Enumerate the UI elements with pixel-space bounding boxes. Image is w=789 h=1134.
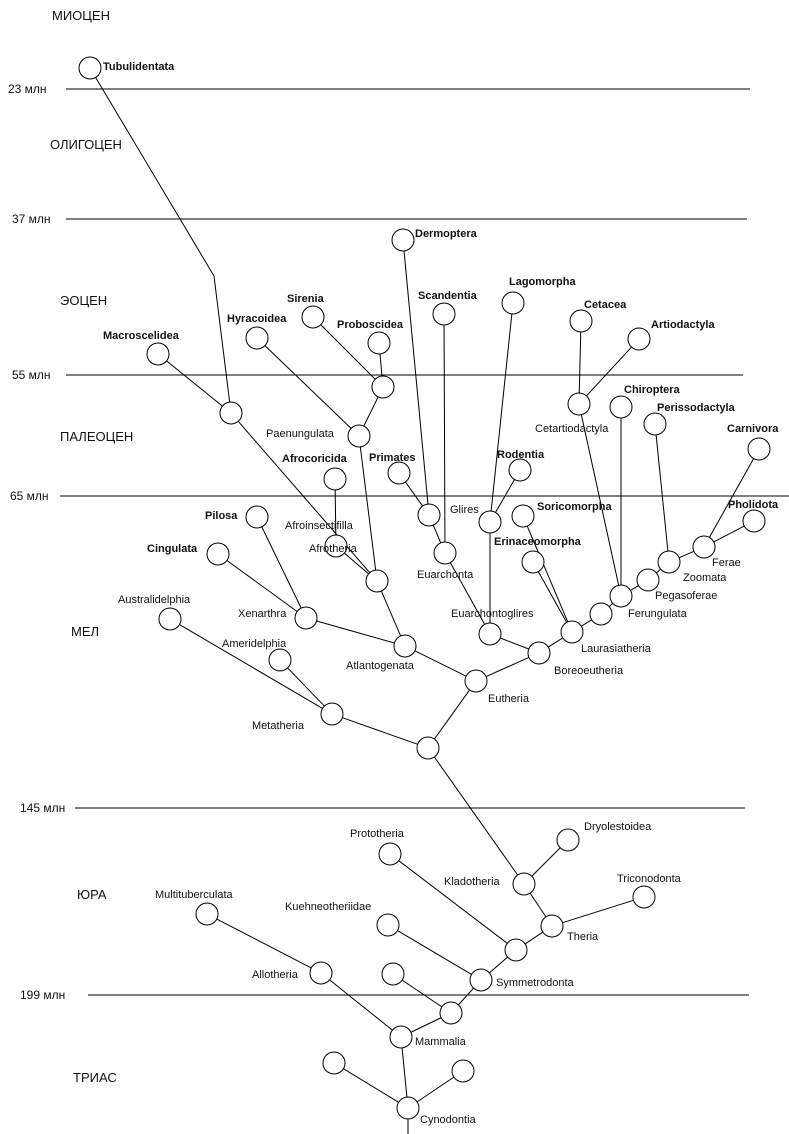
branch-macroscelidea-to-afro-clade bbox=[167, 361, 223, 406]
node-allotheria bbox=[310, 962, 332, 984]
node-hyracoidea bbox=[246, 327, 268, 349]
time-mark-label: 55 млн bbox=[12, 368, 51, 382]
taxon-label-pilosa: Pilosa bbox=[205, 510, 238, 522]
node-dermoptera bbox=[392, 229, 414, 251]
taxon-label-metatheria: Metatheria bbox=[252, 720, 304, 732]
taxon-label-kladotheria: Kladotheria bbox=[444, 876, 500, 888]
taxon-label-glires: Glires bbox=[450, 504, 479, 516]
taxon-label-kuehneotheriidae: Kuehneotheriidae bbox=[285, 901, 372, 913]
node-euarchonta bbox=[434, 542, 456, 564]
node-metatheria bbox=[321, 703, 343, 725]
node-proboscidea bbox=[368, 332, 390, 354]
node-artiodactyla bbox=[628, 328, 650, 350]
branch-perissodactyla-to-zoomata bbox=[656, 435, 668, 551]
branch-holotheria-to-mammalia bbox=[411, 1018, 441, 1032]
taxon-label-erinaceomorpha: Erinaceomorpha bbox=[494, 536, 581, 548]
taxon-label-mammalia: Mammalia bbox=[415, 1036, 466, 1048]
node-holotheria bbox=[440, 1002, 462, 1024]
branch-cingulata-to-xenarthra bbox=[227, 560, 297, 611]
taxon-label-paenungulata: Paenungulata bbox=[266, 428, 334, 440]
taxon-label-theria: Theria bbox=[567, 931, 599, 943]
branch-pholidota-to-ferae bbox=[714, 526, 744, 542]
taxon-labels bbox=[103, 61, 779, 1126]
taxon-label-xenarthra: Xenarthra bbox=[238, 608, 287, 620]
period-label: ПАЛЕОЦЕН bbox=[60, 429, 134, 444]
taxon-label-triconodonta: Triconodonta bbox=[617, 873, 681, 885]
node-laurasiatheria bbox=[561, 621, 583, 643]
node-triconodonta bbox=[633, 886, 655, 908]
branch-kuehneotheriidae-to-symmetrodonta bbox=[397, 931, 471, 975]
branch-erinaceomorpha-to-laurasiatheria bbox=[538, 572, 566, 623]
node-kuehneotheriidae bbox=[377, 914, 399, 936]
taxon-label-atlantogenata: Atlantogenata bbox=[346, 660, 414, 672]
taxon-label-multituberculata: Multituberculata bbox=[155, 889, 233, 901]
branch-dryolestoidea-to-kladotheria bbox=[532, 848, 560, 876]
branch-scandentia-to-euarchonta bbox=[444, 325, 445, 542]
taxon-label-ameridelphia: Ameridelphia bbox=[222, 638, 287, 650]
taxon-label-australidelphia: Australidelphia bbox=[118, 594, 191, 606]
branch-cetacea-to-cetartiodactyla bbox=[579, 332, 580, 393]
branch-ameridelphia-to-metatheria bbox=[288, 668, 325, 706]
branch-allotheria-to-mammalia bbox=[330, 980, 393, 1030]
taxon-label-zoomata: Zoomata bbox=[683, 572, 727, 584]
node-ferungulata bbox=[610, 585, 632, 607]
taxon-label-dermoptera: Dermoptera bbox=[415, 228, 477, 240]
branch-multituberculata-to-allotheria bbox=[217, 919, 311, 968]
taxon-label-afrocoricida: Afrocoricida bbox=[282, 453, 347, 465]
node-multituberculata bbox=[196, 903, 218, 925]
node-fereuungulata bbox=[590, 603, 612, 625]
branch-hyracoidea-to-paenungulata bbox=[265, 346, 351, 429]
branch-theria-to-trechnotheria bbox=[525, 932, 543, 944]
branch-cynodont-stem-right-to-cynodontia bbox=[417, 1077, 454, 1102]
taxon-label-pholidota: Pholidota bbox=[728, 499, 779, 511]
geologic-periods bbox=[50, 8, 133, 1085]
branch-trechnotheria-to-symmetrodonta bbox=[489, 957, 507, 973]
taxon-label-symmetrodonta: Symmetrodonta bbox=[496, 977, 574, 989]
node-paenungulata bbox=[348, 425, 370, 447]
node-theria-crown bbox=[417, 737, 439, 759]
taxon-label-perissodactyla: Perissodactyla bbox=[657, 402, 735, 414]
node-sirenia bbox=[302, 306, 324, 328]
branch-ferungulata-to-fereuungulata bbox=[609, 603, 613, 606]
node-dryolestoidea bbox=[557, 829, 579, 851]
taxon-label-laurasiatheria: Laurasiatheria bbox=[581, 643, 651, 655]
branch-eutheria-to-theria-crown bbox=[434, 690, 469, 739]
node-atlantogenata bbox=[394, 635, 416, 657]
branch-primates-to-primatomorpha bbox=[405, 482, 422, 506]
taxon-label-carnivora: Carnivora bbox=[727, 423, 779, 435]
node-macroscelidea bbox=[147, 343, 169, 365]
node-glires bbox=[479, 511, 501, 533]
time-mark-label: 23 млн bbox=[8, 82, 47, 96]
branch-laurasiatheria-to-boreoeutheria bbox=[548, 638, 562, 647]
taxon-label-rodentia: Rodentia bbox=[497, 449, 545, 461]
node-symmetrodonta-stem bbox=[382, 963, 404, 985]
period-label: МИОЦЕН bbox=[52, 8, 110, 23]
node-prototheria bbox=[379, 843, 401, 865]
period-label: ТРИАС bbox=[73, 1070, 117, 1085]
taxon-label-soricomorpha: Soricomorpha bbox=[537, 501, 612, 513]
taxon-label-artiodactyla: Artiodactyla bbox=[651, 319, 715, 331]
taxon-label-scandentia: Scandentia bbox=[418, 290, 477, 302]
branch-xenarthra-to-atlantogenata bbox=[317, 621, 395, 643]
time-mark-label: 65 млн bbox=[10, 489, 49, 503]
taxon-label-tubulidentata: Tubulidentata bbox=[103, 61, 175, 73]
branch-cynodont-stem-left-to-cynodontia bbox=[343, 1069, 398, 1103]
node-theria bbox=[541, 915, 563, 937]
taxon-label-euarchonta: Euarchonta bbox=[417, 569, 474, 581]
taxon-label-eutheria: Eutheria bbox=[488, 693, 529, 705]
taxon-label-ferae: Ferae bbox=[712, 557, 741, 569]
node-cetacea bbox=[570, 310, 592, 332]
node-primates bbox=[388, 462, 410, 484]
node-cynodontia bbox=[397, 1097, 419, 1119]
node-carnivora bbox=[748, 438, 770, 460]
branch-kladotheria-to-theria bbox=[530, 893, 546, 917]
branch-tethytheria-to-paenungulata bbox=[364, 397, 378, 426]
branch-ferae-to-zoomata bbox=[679, 551, 694, 557]
node-xenarthra bbox=[295, 607, 317, 629]
node-scandentia bbox=[433, 303, 455, 325]
branch-theria-crown-to-kladotheria bbox=[434, 757, 517, 875]
branch-symmetrodonta-to-holotheria bbox=[458, 988, 473, 1005]
branch-afroinsectifilla-to-afrotheria bbox=[344, 553, 368, 574]
node-afrocoricida bbox=[324, 468, 346, 490]
node-cynodont-stem-left bbox=[323, 1052, 345, 1074]
node-symmetrodonta bbox=[470, 969, 492, 991]
node-chiroptera bbox=[610, 396, 632, 418]
branch-fereuungulata-to-laurasiatheria bbox=[581, 620, 591, 626]
node-ferae bbox=[693, 536, 715, 558]
node-afro-clade bbox=[220, 402, 242, 424]
node-soricomorpha bbox=[512, 505, 534, 527]
taxon-label-proboscidea: Proboscidea bbox=[337, 319, 404, 331]
period-label: ЭОЦЕН bbox=[60, 293, 108, 308]
time-mark-label: 37 млн bbox=[12, 212, 51, 226]
branch-triconodonta-to-theria bbox=[562, 900, 633, 922]
node-primatomorpha bbox=[418, 504, 440, 526]
node-boreoeutheria bbox=[528, 642, 550, 664]
node-cetartiodactyla bbox=[568, 393, 590, 415]
time-mark-label: 199 млн bbox=[20, 988, 66, 1002]
branch-sirenia-to-tethytheria bbox=[321, 325, 375, 379]
time-boundaries bbox=[8, 82, 789, 1002]
node-rodentia bbox=[509, 459, 531, 481]
taxon-label-afrotheria: Afrotheria bbox=[309, 543, 357, 555]
time-mark-label: 145 млн bbox=[20, 801, 66, 815]
taxon-label-ferungulata: Ferungulata bbox=[628, 608, 687, 620]
node-eutheria bbox=[465, 670, 487, 692]
branch-pegasoferae-to-ferungulata bbox=[630, 586, 638, 591]
node-cingulata bbox=[207, 543, 229, 565]
branch-pilosa-to-xenarthra bbox=[262, 527, 301, 608]
period-label: ЮРА bbox=[77, 887, 107, 902]
tree-nodes bbox=[79, 57, 770, 1119]
node-lagomorpha bbox=[502, 292, 524, 314]
node-australidelphia bbox=[159, 608, 181, 630]
taxon-label-cynodontia: Cynodontia bbox=[420, 1114, 476, 1126]
branch-symmetrodonta-stem-to-holotheria bbox=[402, 980, 442, 1007]
node-tubulidentata bbox=[79, 57, 101, 79]
branch-metatheria-to-theria-crown bbox=[342, 718, 417, 745]
taxon-label-primates: Primates bbox=[369, 452, 416, 464]
branch-paenungulata-to-afrotheria bbox=[360, 447, 375, 570]
node-cynodont-stem-right bbox=[452, 1060, 474, 1082]
node-kladotheria bbox=[513, 873, 535, 895]
branch-cetartiodactyla-to-ferungulata bbox=[581, 415, 618, 586]
branch-boreoeutheria-to-eutheria bbox=[486, 657, 529, 676]
branch-primatomorpha-to-euarchonta bbox=[433, 525, 440, 543]
branch-afrotheria-to-atlantogenata bbox=[381, 591, 400, 636]
taxon-label-prototheria: Prototheria bbox=[350, 828, 404, 840]
node-euarchontoglires bbox=[479, 623, 501, 645]
node-trechnotheria bbox=[505, 939, 527, 961]
node-pholidota bbox=[743, 510, 765, 532]
taxon-label-pegasoferae: Pegasoferae bbox=[655, 590, 718, 602]
taxon-label-sirenia: Sirenia bbox=[287, 293, 324, 305]
taxon-label-macroscelidea: Macroscelidea bbox=[103, 330, 179, 342]
node-afrotheria bbox=[366, 570, 388, 592]
taxon-label-cetartiodactyla: Cetartiodactyla bbox=[535, 423, 609, 435]
taxon-label-cetacea: Cetacea bbox=[584, 299, 627, 311]
branch-mammalia-to-cynodontia bbox=[402, 1048, 407, 1097]
taxon-label-euarchontoglires: Euarchontoglires bbox=[451, 608, 534, 620]
branch-lagomorpha-to-glires bbox=[491, 314, 512, 511]
node-tethytheria bbox=[372, 376, 394, 398]
period-label: ОЛИГОЦЕН bbox=[50, 137, 122, 152]
node-mammalia bbox=[390, 1026, 412, 1048]
taxon-label-dryolestoidea: Dryolestoidea bbox=[584, 821, 652, 833]
node-pilosa bbox=[246, 506, 268, 528]
node-erinaceomorpha bbox=[522, 551, 544, 573]
taxon-label-chiroptera: Chiroptera bbox=[624, 384, 680, 396]
taxon-label-cingulata: Cingulata bbox=[147, 543, 198, 555]
node-zoomata bbox=[658, 551, 680, 573]
branch-proboscidea-to-tethytheria bbox=[380, 354, 382, 376]
node-perissodactyla bbox=[644, 413, 666, 435]
branch-euarchontoglires-to-boreoeutheria bbox=[500, 638, 528, 649]
node-pegasoferae bbox=[637, 569, 659, 591]
taxon-label-allotheria: Allotheria bbox=[252, 969, 298, 981]
taxon-label-hyracoidea: Hyracoidea bbox=[227, 313, 287, 325]
branch-zoomata-to-pegasoferae bbox=[656, 569, 660, 573]
period-label: МЕЛ bbox=[71, 624, 100, 639]
taxon-label-lagomorpha: Lagomorpha bbox=[509, 276, 576, 288]
branch-prototheria-to-trechnotheria bbox=[399, 861, 508, 944]
taxon-label-afroinsectifilla: Afroinsectifilla bbox=[285, 520, 353, 532]
node-ameridelphia bbox=[269, 649, 291, 671]
branch-atlantogenata-to-eutheria bbox=[415, 651, 466, 676]
taxon-label-boreoeutheria: Boreoeutheria bbox=[554, 665, 624, 677]
